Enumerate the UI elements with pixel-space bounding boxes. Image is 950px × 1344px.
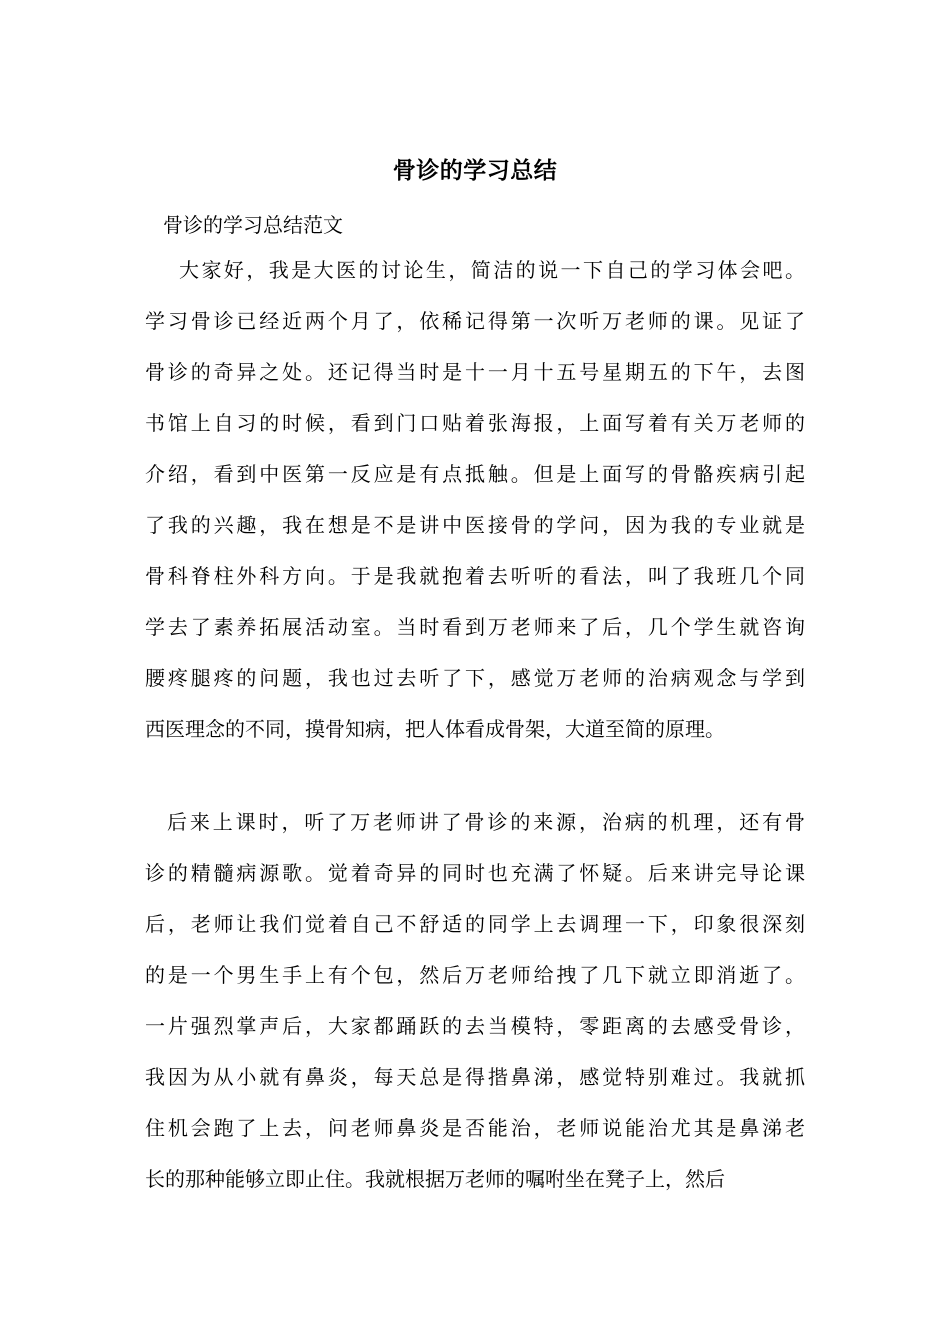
text-line: 学习骨诊已经近两个月了，依稀记得第一次听万老师的课。见证了 [145, 309, 805, 333]
text-line: 了我的兴趣，我在想是不是讲中医接骨的学问，因为我的专业就是 [145, 513, 805, 537]
document-subtitle: 骨诊的学习总结范文 [163, 213, 343, 237]
text-line: 骨诊的奇异之处。还记得当时是十一月十五号星期五的下午，去图 [145, 360, 805, 384]
text-line: 诊的精髓病源歌。觉着奇异的同时也充满了怀疑。后来讲完导论课 [145, 861, 805, 885]
paragraph-1 [145, 245, 805, 755]
text-line: 西医理念的不同，摸骨知病，把人体看成骨架，大道至简的原理。 [145, 717, 725, 741]
text-line: 书馆上自习的时候，看到门口贴着张海报，上面写着有关万老师的 [145, 411, 805, 435]
paragraph-2 [145, 797, 805, 1205]
text-line: 后，老师让我们觉着自己不舒适的同学上去调理一下，印象很深刻 [145, 912, 805, 936]
text-line: 腰疼腿疼的问题，我也过去听了下，感觉万老师的治病观念与学到 [145, 666, 805, 690]
text-line: 一片强烈掌声后，大家都踊跃的去当模特，零距离的去感受骨诊， [145, 1014, 805, 1038]
text-line: 介绍，看到中医第一反应是有点抵触。但是上面写的骨骼疾病引起 [145, 462, 805, 486]
text-line: 学去了素养拓展活动室。当时看到万老师来了后，几个学生就咨询 [145, 615, 805, 639]
document-title: 骨诊的学习总结 [392, 157, 558, 184]
text-line: 长的那种能够立即止住。我就根据万老师的嘱咐坐在凳子上，然后 [145, 1167, 725, 1191]
text-line: 住机会跑了上去，问老师鼻炎是否能治，老师说能治尤其是鼻涕老 [145, 1116, 805, 1140]
text-line: 我因为从小就有鼻炎，每天总是得揩鼻涕，感觉特别难过。我就抓 [145, 1065, 805, 1089]
text-line: 大家好，我是大医的讨论生，简洁的说一下自己的学习体会吧。 [179, 258, 805, 282]
text-line: 骨科脊柱外科方向。于是我就抱着去听听的看法，叫了我班几个同 [145, 564, 805, 588]
text-line: 后来上课时，听了万老师讲了骨诊的来源，治病的机理，还有骨 [167, 810, 805, 834]
text-line: 的是一个男生手上有个包，然后万老师给拽了几下就立即消逝了。 [145, 963, 805, 987]
